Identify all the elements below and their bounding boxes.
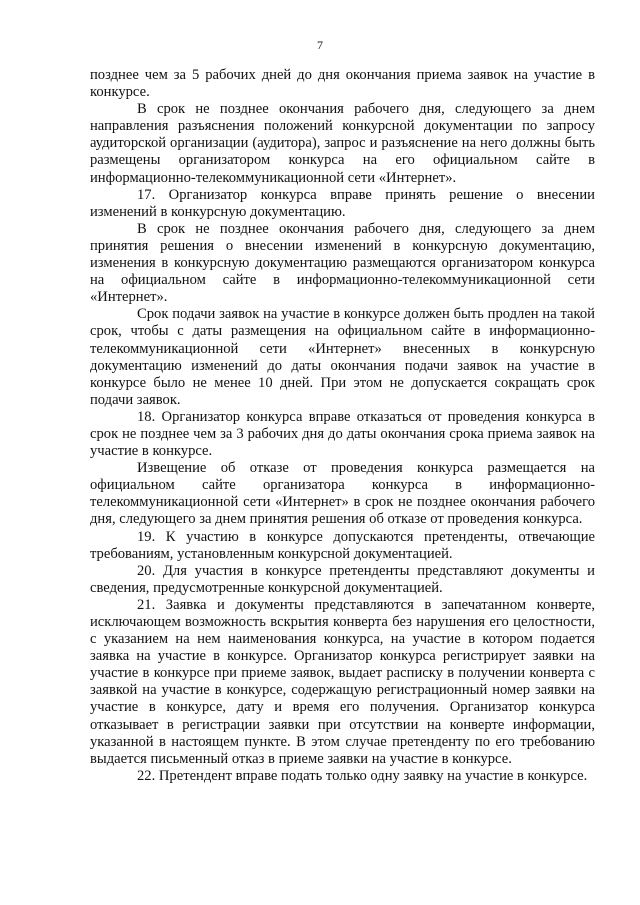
paragraph-item-20: 20. Для участия в конкурсе претенденты представляют документы и сведения, предусмотренные конкурсной документацией. bbox=[90, 562, 595, 596]
paragraph-item-18: 18. Организатор конкурса вправе отказаться от проведения конкурса в срок не позднее чем за 3 рабочих дня до даты окончания срока приема заявок на участие в конкурсе. bbox=[90, 408, 595, 460]
paragraph-item-21: 21. Заявка и документы представляются в запечатанном конверте, исключающем возможность вскрытия конверта без нарушения его целостности, с указанием на нем наименования конкурса, на участие в котором подается заявка на участие в конкурсе. Организатор конкурса регистрирует заявки на участие в конкурсе при приеме заявок, выдает расписку в получении конверта с заявкой на участие в конкурсе, содержащую регистрационный номер заявки на участие в конкурсе, дату и время его получения. Организатор конкурса отказывает в регистрации заявки при отсутствии на конверте информации, указанной в настоящем пункте. В этом случае претенденту по его требованию выдается письменный отказ в приеме заявки на участие в конкурсе. bbox=[90, 596, 595, 767]
paragraph-changes-publication: В срок не позднее окончания рабочего дня, следующего за днем принятия решения о внесении изменений в конкурсную документацию, изменения в конкурсную документацию размещаются организатором конкурса на официальном сайте в информационно-телекоммуникационной сети «Интернет». bbox=[90, 220, 595, 306]
page-number: 7 bbox=[317, 38, 323, 52]
paragraph-item-19: 19. К участию в конкурсе допускаются претенденты, отвечающие требованиям, установленным конкурсной документацией. bbox=[90, 528, 595, 562]
paragraph-deadline-extension: Срок подачи заявок на участие в конкурсе должен быть продлен на такой срок, чтобы с даты размещения на официальном сайте в информационно-телекоммуникационной сети «Интернет» внесенных в конкурсную документацию изменений до даты окончания подачи заявок на участие в конкурсе было не менее 10 дней. При этом не допускается сокращать срок подачи заявок. bbox=[90, 306, 595, 408]
paragraph-clarification-publication: В срок не позднее окончания рабочего дня, следующего за днем направления разъяснения положений конкурсной документации по запросу аудиторской организации (аудитора), запрос и разъяснение на него должны быть размещены организатором конкурса на его официальном сайте в информационно-телекоммуникационной сети «Интернет». bbox=[90, 101, 595, 186]
paragraph-item-22: 22. Претендент вправе подать только одну заявку на участие в конкурсе. bbox=[137, 767, 588, 784]
document-body bbox=[90, 67, 595, 785]
paragraph-item-17: 17. Организатор конкурса вправе принять решение о внесении изменений в конкурсную документацию. bbox=[90, 186, 595, 220]
paragraph-refusal-notice: Извещение об отказе от проведения конкурса размещается на официальном сайте организатора конкурса в информационно-телекоммуникационной сети «Интернет» в срок не позднее окончания рабочего дня, следующего за днем принятия решения об отказе от проведения конкурса. bbox=[90, 460, 595, 528]
paragraph-continuation: позднее чем за 5 рабочих дней до дня окончания приема заявок на участие в конкурсе. bbox=[90, 67, 595, 101]
